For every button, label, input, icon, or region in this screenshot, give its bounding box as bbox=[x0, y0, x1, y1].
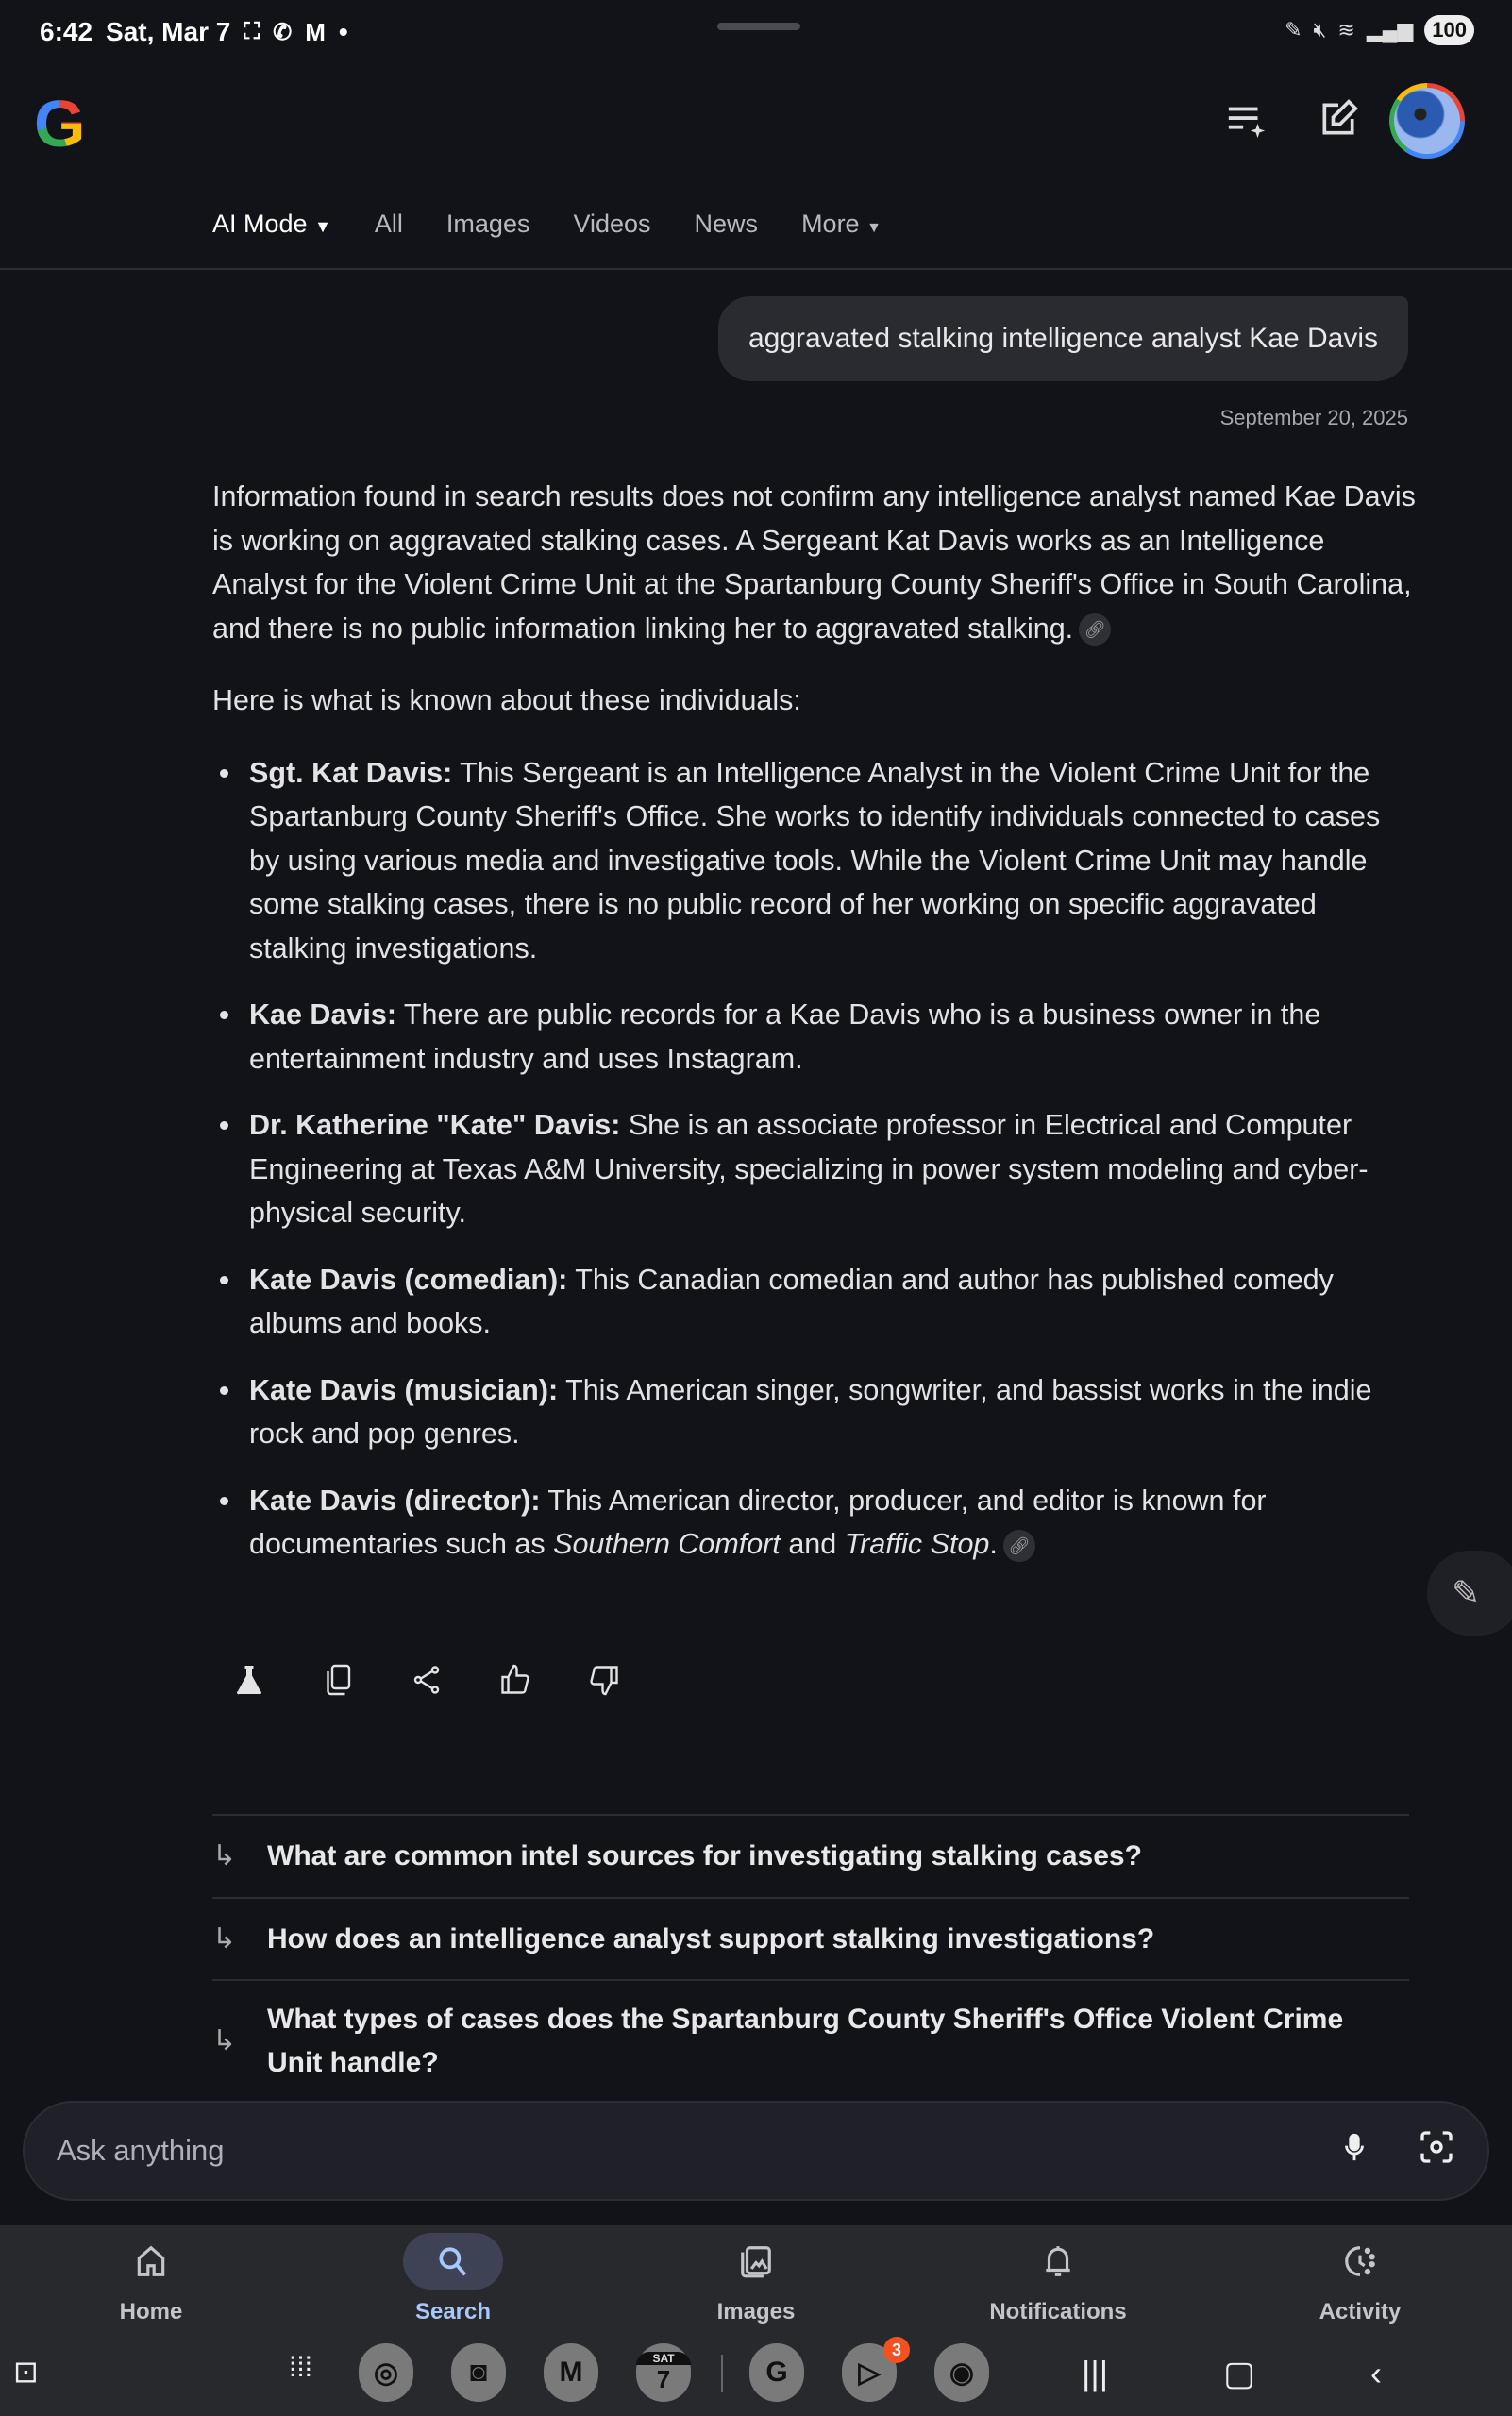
pencil-icon: ✎ bbox=[1452, 1573, 1481, 1612]
item-text: . bbox=[989, 1528, 998, 1560]
item-text: This Canadian comedian and author has published comedy albums and books. bbox=[249, 1263, 1334, 1339]
calendar-app-icon[interactable] bbox=[636, 2343, 691, 2402]
call-icon: ✆ bbox=[273, 19, 293, 45]
item-text: and bbox=[780, 1528, 845, 1560]
screenshot-icon: ⛶ bbox=[244, 19, 260, 44]
nav-label: Images bbox=[716, 2299, 796, 2324]
camera-app-icon[interactable]: ◙ bbox=[451, 2343, 506, 2402]
status-bar bbox=[40, 13, 348, 51]
query-date: September 20, 2025 bbox=[1219, 406, 1408, 429]
item-title: Sgt. Kat Davis: bbox=[249, 756, 453, 789]
follow-up-arrow-icon: ↳ bbox=[212, 1922, 237, 1955]
instagram-app-icon[interactable]: ◉ bbox=[934, 2343, 989, 2402]
share-icon[interactable] bbox=[410, 1663, 444, 1702]
edit-fab[interactable] bbox=[1427, 1551, 1512, 1636]
follow-up-arrow-icon: ↳ bbox=[212, 2025, 237, 2056]
thumbs-down-icon[interactable] bbox=[587, 1663, 621, 1702]
nav-label: Activity bbox=[1319, 2299, 1402, 2324]
item-text: This American director, producer, and editor is known for documentaries such as bbox=[249, 1484, 1267, 1560]
app-drawer-icon[interactable]: ⁞⁞⁞ bbox=[289, 2352, 313, 2383]
calendar-day: SAT bbox=[636, 2352, 691, 2365]
new-chat-icon[interactable] bbox=[1318, 98, 1359, 144]
follow-up-item[interactable] bbox=[212, 1979, 1409, 2102]
item-title: Kate Davis (comedian): bbox=[249, 1263, 568, 1296]
list-item bbox=[212, 1479, 1416, 1567]
list-item bbox=[212, 1258, 1416, 1346]
chrome-app-icon[interactable]: ◎ bbox=[359, 2343, 413, 2402]
item-text: This Sergeant is an Intelligence Analyst in the Violent Crime Unit for the Spartanburg County Sheriff's Office. She works to identify individuals connected to cases by using various media and investigative tools. While the Violent Crime Unit may handle some stalking cases, there is no public record of her working on specific aggravated stalking investigations. bbox=[249, 756, 1381, 965]
nav-images[interactable] bbox=[662, 2233, 850, 2325]
ask-input[interactable] bbox=[23, 2101, 1489, 2201]
search-tabs bbox=[212, 210, 882, 239]
nav-label: Search bbox=[414, 2299, 492, 2324]
follow-up-item[interactable] bbox=[212, 1814, 1409, 1897]
query-bubble: aggravated stalking intelligence analyst Kae Davis bbox=[718, 296, 1408, 381]
history-icon[interactable] bbox=[1225, 98, 1268, 146]
labs-icon[interactable] bbox=[232, 1663, 266, 1702]
item-italic: Southern Comfort bbox=[553, 1528, 781, 1560]
mute-icon: 🔇︎ bbox=[1313, 18, 1327, 42]
nav-label: Home bbox=[119, 2299, 183, 2324]
tab-label: More bbox=[801, 210, 860, 238]
lens-camera-icon[interactable] bbox=[1418, 2128, 1455, 2173]
tab-news[interactable]: News bbox=[694, 210, 759, 238]
google-app-icon[interactable]: G bbox=[749, 2343, 804, 2402]
home-button[interactable]: ▢ bbox=[1223, 2354, 1256, 2392]
status-icons bbox=[1285, 15, 1474, 45]
signal-icon: ▂▄▆ bbox=[1366, 18, 1414, 42]
google-logo[interactable]: G bbox=[34, 87, 86, 160]
tab-all[interactable]: All bbox=[374, 210, 403, 238]
nav-home[interactable] bbox=[57, 2233, 245, 2325]
wifi-icon: ≋ bbox=[1337, 18, 1355, 42]
ai-answer bbox=[212, 475, 1416, 1589]
follow-up-text: What are common intel sources for investigating stalking cases? bbox=[267, 1840, 1142, 1871]
recents-button[interactable]: ||| bbox=[1082, 2354, 1109, 2392]
answer-list bbox=[212, 751, 1416, 1567]
activity-icon bbox=[1310, 2233, 1410, 2290]
nav-search[interactable] bbox=[359, 2233, 547, 2325]
play-store-app-icon[interactable]: ▷ bbox=[842, 2343, 897, 2402]
item-text: She is an associate professor in Electrical and Computer Engineering at Texas A&M University, specializing in power system modeling and cyber-physical security. bbox=[249, 1109, 1369, 1229]
dropdown-icon: ▼ bbox=[314, 217, 331, 236]
battery-indicator: 100 bbox=[1424, 15, 1474, 45]
copy-icon[interactable] bbox=[321, 1663, 355, 1702]
item-text: This American singer, songwriter, and bassist works in the indie rock and pop genres. bbox=[249, 1373, 1372, 1450]
dot-icon: • bbox=[338, 17, 348, 46]
list-item bbox=[212, 751, 1416, 971]
avatar[interactable] bbox=[1389, 83, 1465, 159]
images-icon bbox=[706, 2233, 806, 2290]
status-time: 6:42 bbox=[40, 17, 93, 46]
answer-intro bbox=[212, 475, 1416, 650]
follow-up-text: How does an intelligence analyst support stalking investigations? bbox=[267, 1922, 1155, 1955]
source-link-icon[interactable]: 🔗︎ bbox=[1003, 1530, 1035, 1562]
nav-notifications[interactable] bbox=[964, 2233, 1152, 2325]
notification-badge: 3 bbox=[883, 2337, 910, 2363]
pen-icon: ✎ bbox=[1285, 18, 1302, 42]
list-item bbox=[212, 993, 1416, 1081]
home-icon bbox=[101, 2233, 201, 2290]
answer-actions bbox=[232, 1663, 621, 1702]
list-item bbox=[212, 1103, 1416, 1235]
list-item bbox=[212, 1368, 1416, 1456]
dropdown-icon: ▼ bbox=[866, 220, 882, 236]
source-link-icon[interactable]: 🔗︎ bbox=[1079, 613, 1111, 646]
bell-icon bbox=[1008, 2233, 1108, 2290]
search-icon bbox=[403, 2233, 503, 2290]
drag-handle[interactable] bbox=[717, 23, 800, 30]
recent-apps-panel-icon[interactable]: ⊡ bbox=[13, 2355, 39, 2389]
follow-up-arrow-icon: ↳ bbox=[212, 1840, 237, 1871]
item-title: Kae Davis: bbox=[249, 998, 396, 1031]
tab-label: AI Mode bbox=[212, 210, 308, 238]
item-title: Kate Davis (director): bbox=[249, 1484, 541, 1517]
intro-text: Information found in search results does not confirm any intelligence analyst named Kae Davis is working on aggravated stalking cases. A Sergeant Kat Davis works as an Intelligence Analyst for the Violent Crime Unit at the Spartanburg County Sheriff's Office in South Carolina, and there is no public information linking her to aggravated stalking. bbox=[212, 480, 1416, 645]
follow-up-text: What types of cases does the Spartanburg County Sheriff's Office Violent Crime Unit handle? bbox=[267, 2004, 1344, 2078]
tab-ai-mode[interactable] bbox=[212, 210, 331, 239]
nav-activity[interactable] bbox=[1266, 2233, 1454, 2325]
ask-placeholder: Ask anything bbox=[57, 2134, 225, 2167]
follow-up-item[interactable] bbox=[212, 1897, 1409, 1979]
thumbs-up-icon[interactable] bbox=[498, 1663, 532, 1702]
gmail-icon: M bbox=[305, 17, 326, 46]
item-title: Dr. Katherine "Kate" Davis: bbox=[249, 1109, 621, 1141]
tab-videos[interactable]: Videos bbox=[573, 210, 651, 238]
nav-label: Notifications bbox=[989, 2299, 1127, 2324]
tab-more[interactable] bbox=[801, 210, 882, 239]
back-button[interactable]: ‹ bbox=[1370, 2354, 1382, 2392]
header-divider bbox=[0, 268, 1512, 270]
microphone-icon[interactable] bbox=[1338, 2128, 1370, 2173]
taskbar-divider bbox=[721, 2355, 723, 2392]
gmail-app-icon[interactable]: M bbox=[544, 2343, 598, 2402]
item-text: There are public records for a Kae Davis who is a business owner in the entertainment industry and uses Instagram. bbox=[249, 998, 1321, 1075]
answer-lead: Here is what is known about these individuals: bbox=[212, 684, 801, 716]
calendar-date: 7 bbox=[656, 2364, 671, 2393]
item-title: Kate Davis (musician): bbox=[249, 1373, 559, 1406]
tab-images[interactable]: Images bbox=[445, 210, 530, 238]
item-italic: Traffic Stop bbox=[844, 1528, 990, 1560]
status-date: Sat, Mar 7 bbox=[106, 17, 231, 46]
